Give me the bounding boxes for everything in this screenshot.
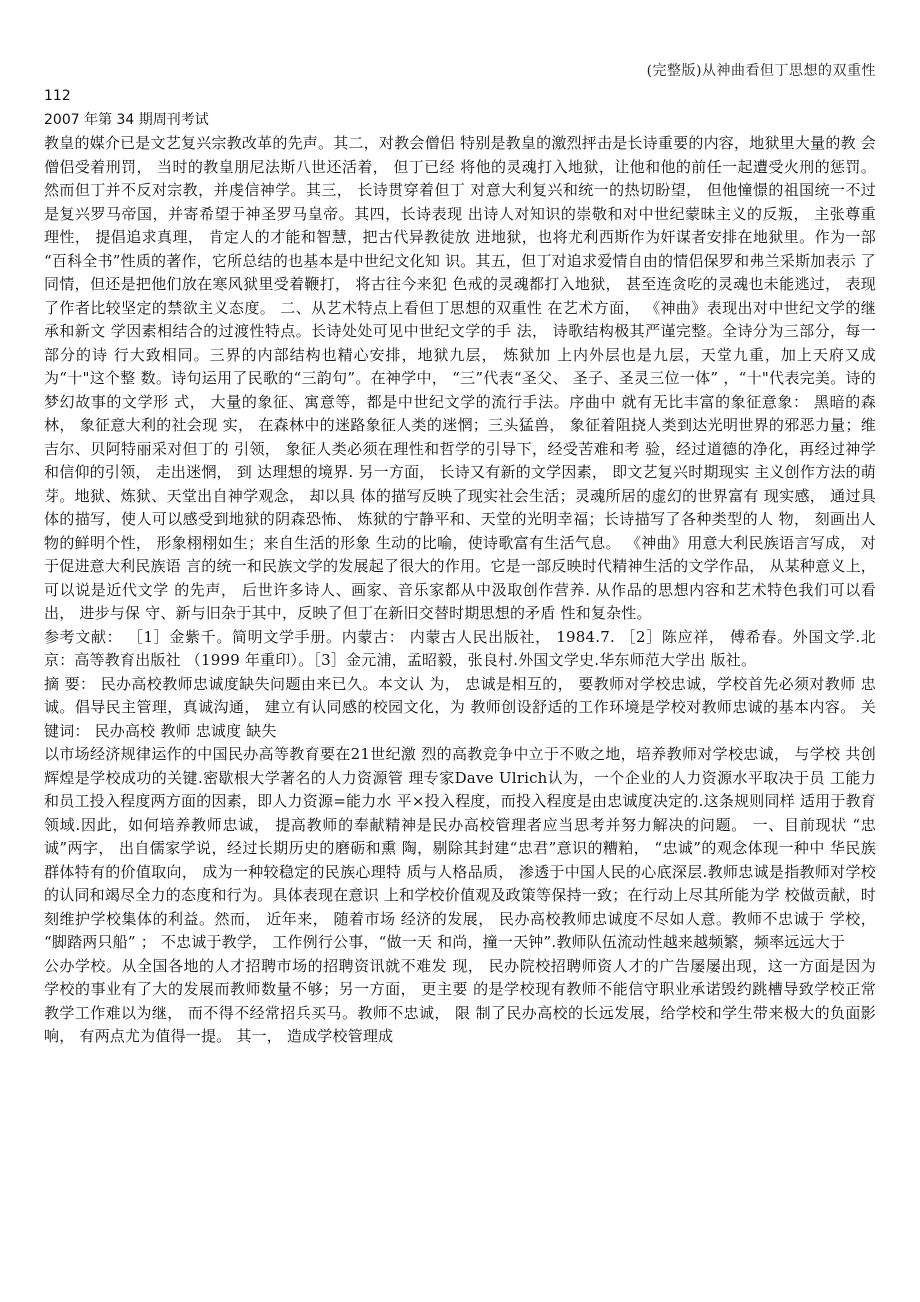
paragraph-abstract-keywords: 摘 要： 民办高校教师忠诚度缺失问题由来已久。本文认 为， 忠诚是相互的， 要教师对学校忠诚，学校首先必须对教师 忠诚。倡导民主管理，真诚沟通， 建立有认同感的校园文化，为 教师创设舒适的工作环境是学校对教师忠诚的基本内容。 关键词： 民办高校 教师 忠诚度 缺失	[44, 674, 876, 740]
paragraph-teacher-loyalty-intro: 以市场经济规律运作的中国民办高等教育要在21世纪激 烈的高教竞争中立于不败之地，培养教师对学校忠诚， 与学校 共创辉煌是学校成功的关键.密歇根大学著名的人力资源管 理专家Dave Ulrich认为，一个企业的人力资源水平取决于员 工能力和员工投入程度两方面的因素，即人力资源=能力水 平×投入程度，而投入程度是由忠诚度决定的.这条规则同样 适用于教育领域.因此，如何培养教师忠诚， 提高教师的奉献精神是民办高校管理者应当思考并努力解决的问题。 一、目前现状 “忠诚”两字， 出自儒家学说，经过长期历史的磨砺和熏 陶，剔除其封建“忠君”意识的糟粕， “忠诚”的观念体现一种中 华民族群体特有的价值取向， 成为一种较稳定的民族心理特 质与人格品质， 渗透于中国人民的心底深层.教师忠诚是指教师对学校的认同和竭尽全力的态度和行为。具体表现在意识 上和学校价值观及政策等保持一致；在行动上尽其所能为学 校做贡献，时刻维护学校集体的利益。然而， 近年来， 随着市场 经济的发展， 民办高校教师忠诚度不尽如人意。教师不忠诚于 学校， “脚踏两只船” ； 不忠诚于教学， 工作例行公事，“做一天 和尚，撞一天钟”.教师队伍流动性越来越频繁，频率远远大于	[44, 745, 876, 951]
issue-line: 2007 年第 34 期周刊考试	[44, 112, 209, 128]
article-body	[44, 132, 876, 1049]
paragraph-teacher-loyalty-continued: 公办学校。从全国各地的人才招聘市场的招聘资讯就不难发 现， 民办院校招聘师资人才的广告屡屡出现，这一方面是因为 学校的事业有了大的发展而教师数量不够；另一方面， 更主要 的是学校现有教师不能信守职业承诺毁约跳槽导致学校正常 教学工作难以为继， 而不得不经常招兵买马。教师不忠诚， 限 制了民办高校的长远发展，给学校和学生带来极大的负面影 响， 有两点尤为值得一提。 其一， 造成学校管理成	[44, 956, 876, 1045]
paragraph-references: 参考文献： ［1］金紫千。简明文学手册。内蒙古： 内蒙古人民出版社， 1984.7. ［2］陈应祥， 傅希春。外国文学.北京：高等教育出版社 （1999 年重印）。［3］金元浦，孟昭毅，张良村.外国文学史.华东师范大学出 版社。	[44, 627, 876, 669]
page-number: 112	[44, 88, 71, 104]
paragraph-dante-dual-thought: 教皇的媒介已是文艺复兴宗教改革的先声。其二，对教会僧侣 特别是教皇的激烈抨击是长诗重要的内容，地狱里大量的教 会僧侣受着刑罚， 当时的教皇朋尼法斯八世还活着， 但丁已经 将他的灵魂打入地狱，让他和他的前任一起遭受火刑的惩罚。 然而但丁并不反对宗教，并虔信神学。其三， 长诗贯穿着但丁 对意大利复兴和统一的热切盼望， 但他憧憬的祖国统一不过 是复兴罗马帝国，并寄希望于神圣罗马皇帝。其四，长诗表现 出诗人对知识的崇敬和对中世纪蒙昧主义的反叛， 主张尊重 理性， 提倡追求真理， 肯定人的才能和智慧，把古代异教徒放 进地狱，也将尤利西斯作为奸谋者安排在地狱里。作为一部 “百科全书”性质的著作，它所总结的也基本是中世纪文化知 识。其五，但丁对追求爱情自由的情侣保罗和弗兰采斯加表示 了同情，但还是把他们放在寒风狱里受着鞭打， 将古往今来犯 色戒的灵魂都打入地狱， 甚至连贪吃的灵魂也未能逃过， 表现 了作者比较坚定的禁欲主义态度。 二、从艺术特点上看但丁思想的双重性 在艺术方面， 《神曲》表现出对中世纪文学的继承和新文 学因素相结合的过渡性特点。长诗处处可见中世纪文学的手 法， 诗歌结构极其严谨完整。全诗分为三部分，每一部分的诗 行大致相同。三界的内部结构也精心安排，地狱九层， 炼狱加 上内外层也是九层，天堂九重，加上天府又成为“十"这个整 数。诗句运用了民歌的“三韵句”。在神学中， “三”代表“圣父、 圣子、圣灵三位一体” ，“十"代表完美。诗的梦幻故事的文学形 式， 大量的象征、寓意等，都是中世纪文学的流行手法。序曲中 就有无比丰富的象征意象： 黑暗的森林， 象征意大利的社会现 实， 在森林中的迷路象征人类的迷惘；三头猛兽， 象征着阻挠人类到达光明世界的邪恶力量；维吉尔、贝阿特丽采对但丁的 引领， 象征人类必须在理性和哲学的引导下，经受苦难和考 验，经过道德的净化，再经过神学和信仰的引领， 走出迷惘， 到 达理想的境界. 另一方面， 长诗又有新的文学因素， 即文艺复兴时期现实 主义创作方法的萌芽。地狱、炼狱、天堂出自神学观念， 却以具 体的描写反映了现实社会生活；灵魂所居的虚幻的世界富有 现实感， 通过具体的描写，使人可以感受到地狱的阴森恐怖、 炼狱的宁静平和、天堂的光明幸福；长诗描写了各种类型的人 物， 刻画出人物的鲜明个性， 形象栩栩如生；来自生活的形象 生动的比喻，使诗歌富有生活气息。 《神曲》用意大利民族语言写成， 对于促进意大利民族语 言的统一和民族文学的发展起了很大的作用。它是一部反映时代精神生活的文学作品， 从某种意义上， 可以说是近代文学 的先声， 后世许多诗人、画家、音乐家都从中汲取创作营养. 从作品的思想内容和艺术特色我们可以看出， 进步与保 守、新与旧杂于其中，反映了但丁在新旧交替时期思想的矛盾 性和复杂性。	[44, 134, 876, 622]
running-header-title: (完整版)从神曲看但丁思想的双重性	[646, 63, 876, 79]
